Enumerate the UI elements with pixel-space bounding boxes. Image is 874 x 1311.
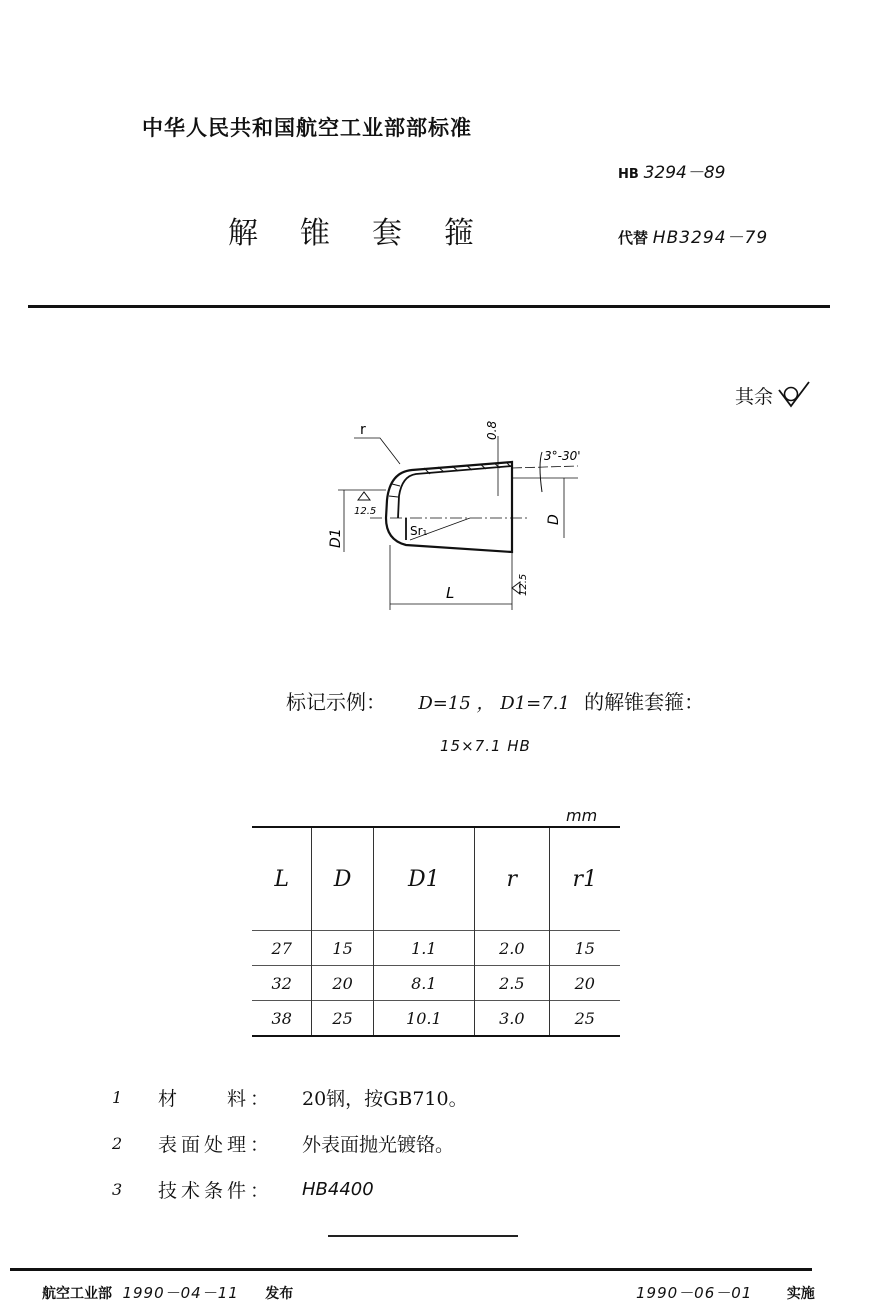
standard-number [618,158,725,183]
issue-label: 发布 [265,1286,294,1302]
table-row [252,931,620,966]
thickness-label: 0.8 [485,420,499,440]
col-header-r: r [475,827,550,931]
table-cell: 15 [549,931,620,966]
col-header-D1: D1 [373,827,474,931]
table-cell: 32 [252,966,312,1001]
marking-label: 标记示例： [286,690,386,714]
table-cell: 2.5 [475,966,550,1001]
table-cell: 20 [312,966,373,1001]
general-roughness-note [735,380,811,410]
table-cell: 25 [549,1001,620,1037]
L-label: L [446,584,455,602]
roughness-note-label: 其余 [735,385,774,408]
roughness-left-label: 12.5 [354,506,377,517]
note-value: 20钢，按GB710。 [302,1087,468,1110]
effective-label: 实施 [786,1286,815,1302]
replaces-standard [618,223,768,248]
table-cell: 27 [252,931,312,966]
table-unit: mm [566,806,598,825]
end-of-text-rule [328,1235,518,1237]
marking-description: 的解锥套箍： [584,690,705,714]
standard-prefix: HB [618,167,639,182]
D-label: D [546,514,562,525]
note-surface-treatment [112,1120,468,1166]
issuer: 航空工业部 [42,1286,112,1302]
table-cell: 10.1 [373,1001,474,1037]
footer-issue [42,1282,293,1303]
note-number: 2 [112,1133,123,1153]
note-label: 技术条件： [158,1179,274,1202]
note-label: 表面处理： [158,1133,274,1156]
part-drawing [320,400,620,620]
replaces-label: 代替 [618,229,649,247]
dimension-table [252,826,620,1037]
note-value: 外表面抛光镀铬。 [302,1133,455,1156]
note-label: 材 料： [158,1087,274,1110]
angle-label: 3°-30' [544,449,581,463]
table-cell: 38 [252,1001,312,1037]
organization-title: 中华人民共和国航空工业部部标准 [142,116,472,140]
note-material [112,1074,468,1120]
roughness-any-process-icon [777,380,811,410]
marking-example-code: 15×7.1 HB [440,737,531,755]
table-row [252,966,620,1001]
table-header-row [252,827,620,931]
note-number: 1 [112,1087,123,1107]
note-technical-conditions [112,1166,468,1212]
standard-number-value: 3294－89 [643,163,726,183]
col-header-r1: r1 [549,827,620,931]
footer-effective [636,1282,815,1303]
note-value: HB4400 [302,1178,374,1200]
table-cell: 2.0 [475,931,550,966]
marking-example-line [286,686,704,715]
sr1-label: Sr₁ [410,524,428,538]
col-header-L: L [274,866,290,892]
r-label: r [360,422,366,438]
table-cell: 3.0 [475,1001,550,1037]
D1-label: D1 [328,528,344,548]
issue-date: 1990－04－11 [122,1284,239,1302]
roughness-right-label: 12.5 [518,573,529,596]
footer-divider [10,1268,812,1271]
table-cell: 15 [312,931,373,966]
marking-formula: D=15 ， D1=7.1 [418,693,570,714]
document-title: 解锥套箍 [228,216,516,251]
technical-notes [112,1074,468,1212]
table-cell: 20 [549,966,620,1001]
table-cell: 8.1 [373,966,474,1001]
table-row [252,1001,620,1037]
note-number: 3 [112,1179,123,1199]
replaces-number: HB3294－79 [652,228,769,248]
col-header-D: D [312,827,373,931]
header-divider [28,305,830,308]
table-cell: 25 [312,1001,373,1037]
effective-date: 1990－06－01 [636,1284,753,1302]
table-cell: 1.1 [373,931,474,966]
